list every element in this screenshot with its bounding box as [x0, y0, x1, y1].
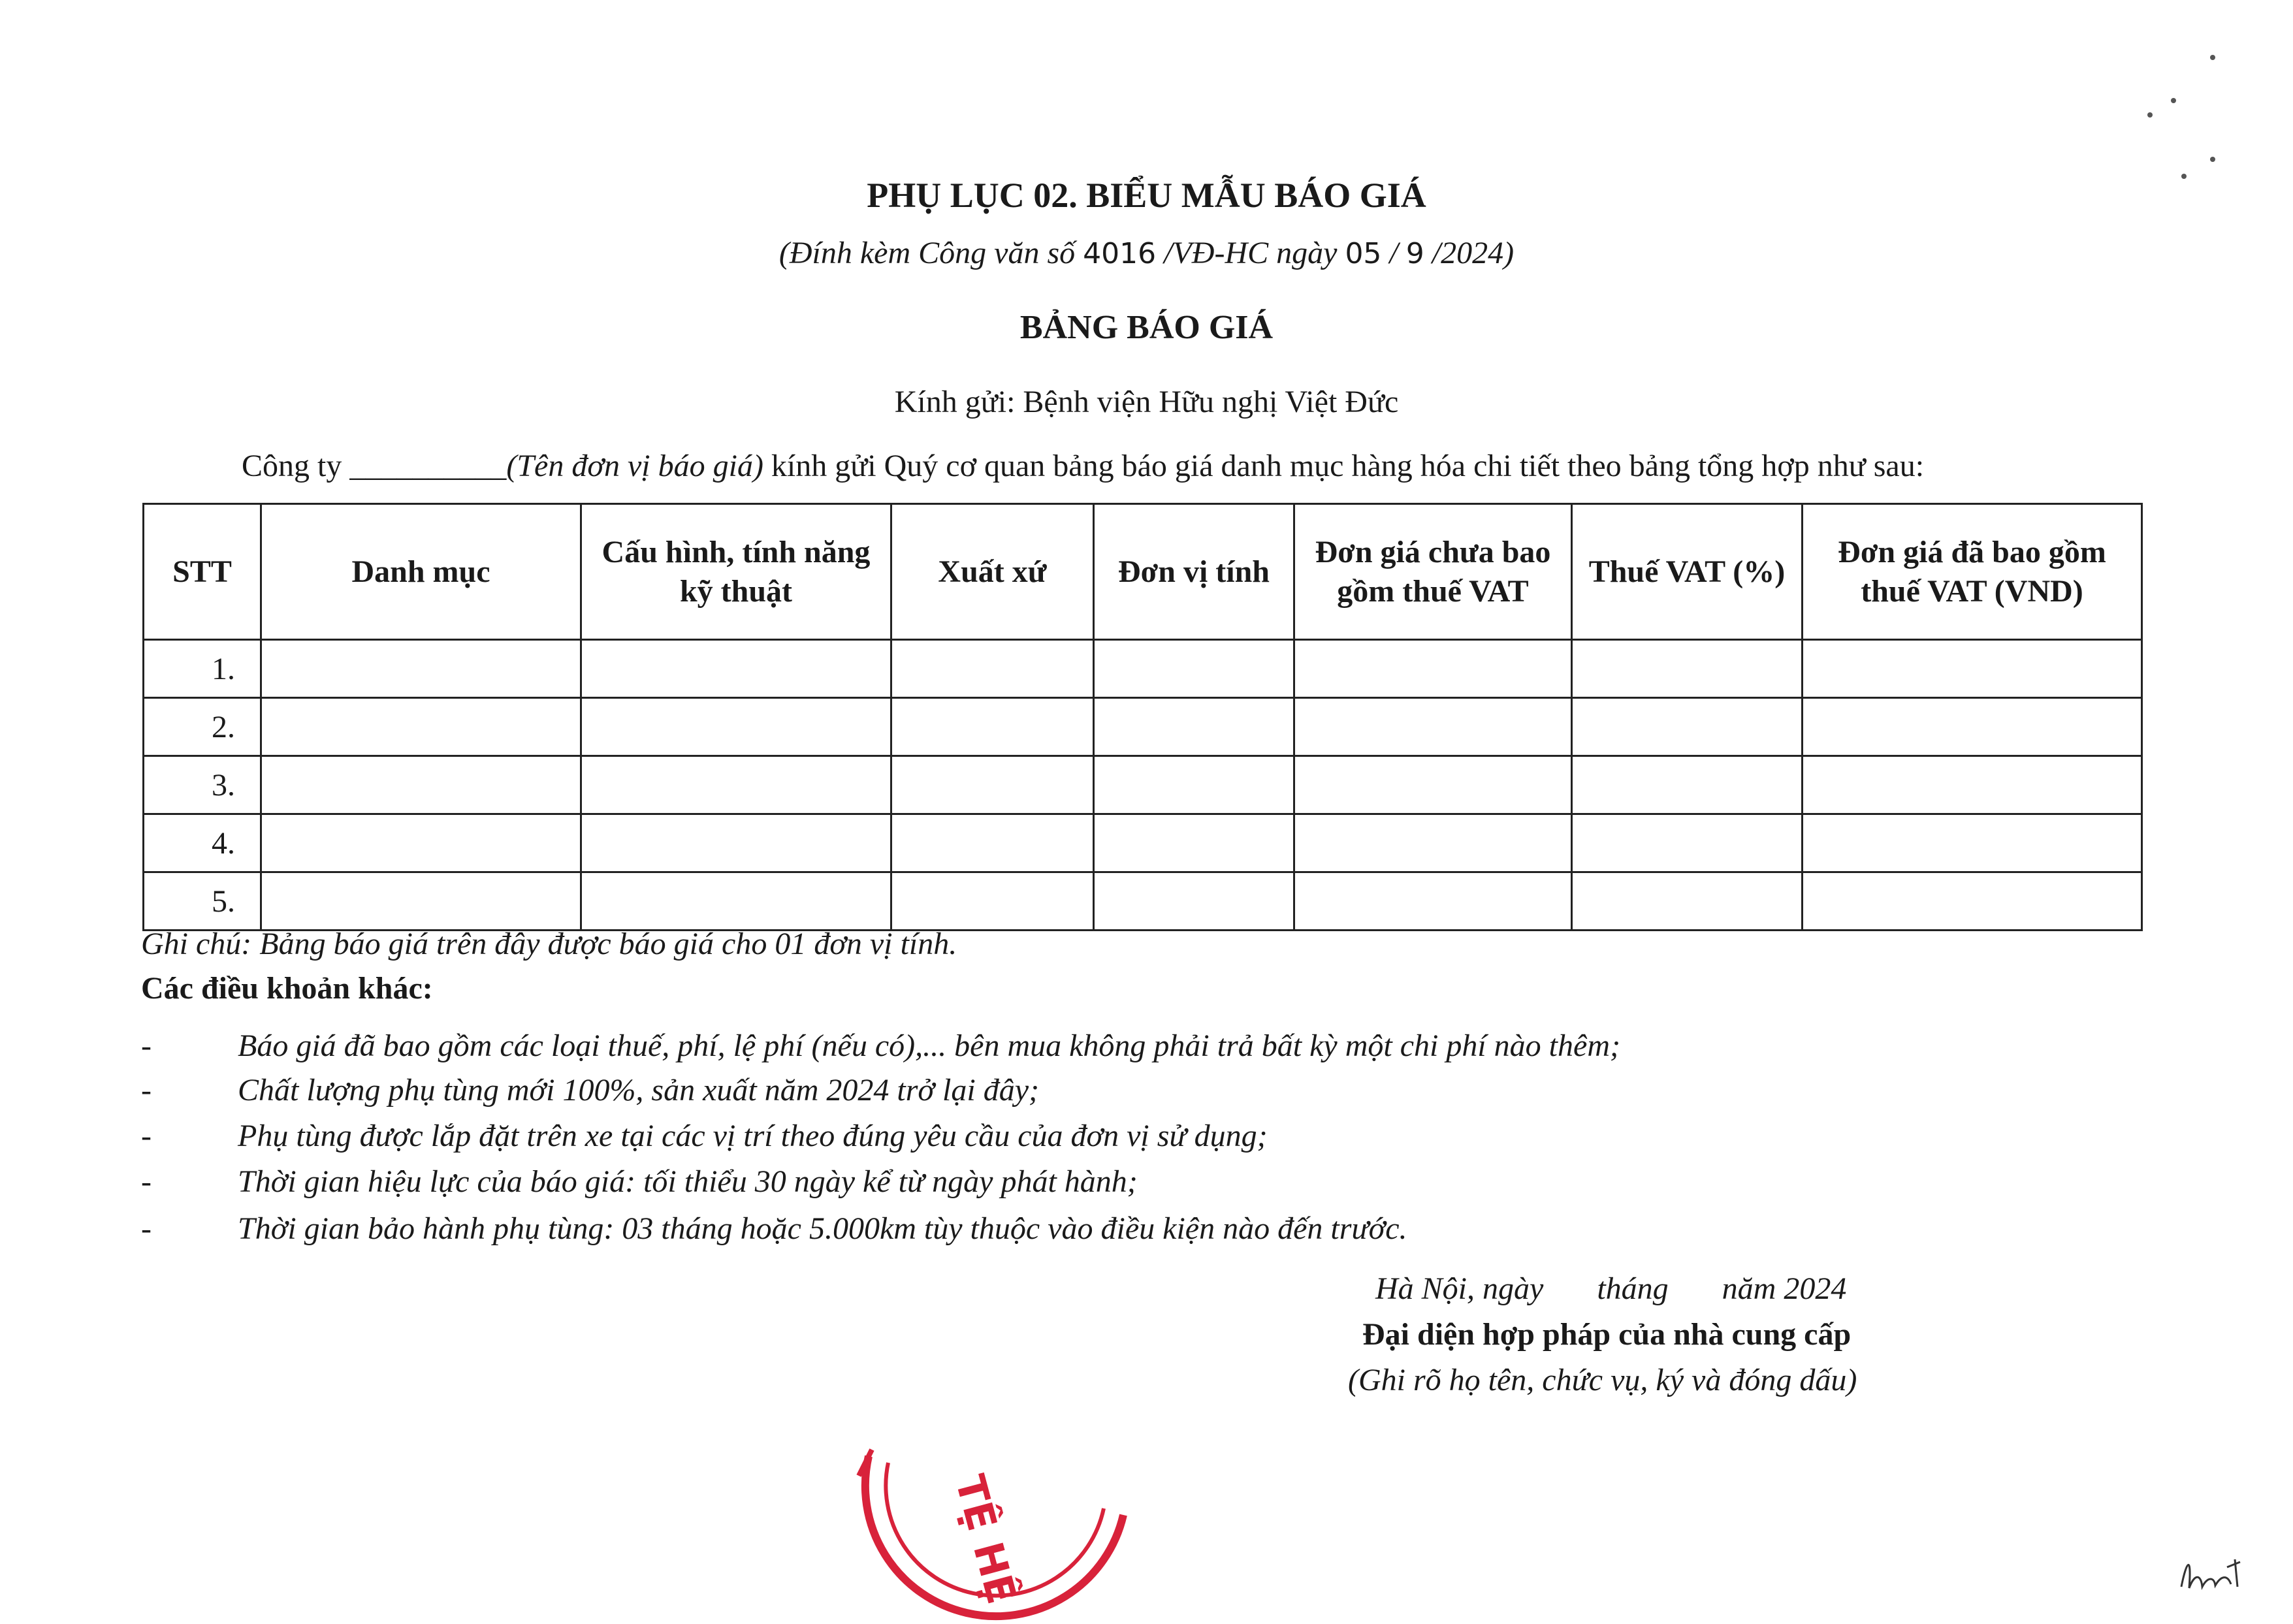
intro-company-prefix: Công ty __________ — [242, 449, 507, 483]
reference-line — [0, 235, 2293, 271]
header-unit: Đơn vị tính — [1094, 504, 1294, 640]
cell-specification — [581, 698, 891, 756]
quotation-table — [142, 503, 2143, 931]
signature-date-line — [1375, 1271, 1846, 1307]
reference-suffix: /2024) — [1432, 236, 1515, 270]
header-vat-rate: Thuế VAT (%) — [1572, 504, 1803, 640]
reference-mid: /VĐ-HC ngày — [1164, 236, 1338, 270]
cell-origin — [891, 814, 1094, 872]
cell-price-incl-vat — [1803, 756, 2142, 814]
row-stt: 1. — [144, 640, 261, 698]
header-origin: Xuất xứ — [891, 504, 1094, 640]
intro-rest: kính gửi Quý cơ quan bảng báo giá danh mục hàng hóa chi tiết theo bảng tổng hợp như sau: — [771, 449, 1925, 483]
table-row — [144, 640, 2142, 698]
cell-category — [261, 814, 581, 872]
scan-speck — [2210, 55, 2215, 60]
terms-heading: Các điều khoản khác: — [141, 971, 433, 1006]
cell-price-incl-vat — [1803, 814, 2142, 872]
cell-vat-rate — [1572, 756, 1803, 814]
cell-price-excl-vat — [1294, 814, 1572, 872]
table-row — [144, 756, 2142, 814]
cell-unit — [1094, 814, 1294, 872]
table-row — [144, 814, 2142, 872]
intro-placeholder: (Tên đơn vị báo giá) — [506, 449, 763, 483]
cell-category — [261, 698, 581, 756]
cell-origin — [891, 698, 1094, 756]
bullet-dash: - — [141, 1164, 152, 1199]
bullet-dash: - — [141, 1028, 152, 1063]
row-stt: 3. — [144, 756, 261, 814]
header-price-incl-vat: Đơn giá đã bao gồm thuế VAT (VND) — [1803, 504, 2142, 640]
intro-paragraph — [242, 448, 1924, 484]
scan-speck — [2147, 112, 2153, 118]
header-specification: Cấu hình, tính năng kỹ thuật — [581, 504, 891, 640]
row-stt: 2. — [144, 698, 261, 756]
table-row — [144, 872, 2142, 931]
handwritten-initials — [2175, 1548, 2253, 1603]
header-price-excl-vat: Đơn giá chưa bao gồm thuế VAT — [1294, 504, 1572, 640]
form-title: BẢNG BÁO GIÁ — [1019, 309, 1274, 346]
red-stamp — [849, 1437, 1149, 1624]
cell-price-excl-vat — [1294, 698, 1572, 756]
cell-unit — [1094, 640, 1294, 698]
cell-category — [261, 640, 581, 698]
signature-instruction: (Ghi rõ họ tên, chức vụ, ký và đóng dấu) — [1348, 1363, 1857, 1397]
term-text: Chất lượng phụ tùng mới 100%, sản xuất năm 2024 trở lại đây; — [238, 1073, 1039, 1107]
reference-number: 4016 — [1083, 237, 1157, 270]
signature-month: tháng — [1597, 1271, 1669, 1306]
cell-origin — [891, 640, 1094, 698]
cell-price-excl-vat — [1294, 640, 1572, 698]
reference-prefix: (Đính kèm Công văn số — [778, 236, 1076, 270]
bullet-dash: - — [141, 1119, 152, 1153]
row-stt: 4. — [144, 814, 261, 872]
cell-origin — [891, 872, 1094, 931]
cell-price-incl-vat — [1803, 640, 2142, 698]
header-category: Danh mục — [261, 504, 581, 640]
cell-unit — [1094, 756, 1294, 814]
cell-price-incl-vat — [1803, 698, 2142, 756]
reference-day: 05 — [1345, 237, 1382, 270]
bullet-dash: - — [141, 1073, 152, 1107]
table-row — [144, 698, 2142, 756]
cell-vat-rate — [1572, 698, 1803, 756]
cell-category — [261, 756, 581, 814]
signature-role: Đại diện hợp pháp của nhà cung cấp — [1362, 1317, 1852, 1352]
signature-place: Hà Nội, ngày — [1375, 1271, 1544, 1306]
table-note: Ghi chú: Bảng báo giá trên đây được báo giá cho 01 đơn vị tính. — [141, 927, 957, 961]
cell-specification — [581, 814, 891, 872]
cell-price-incl-vat — [1803, 872, 2142, 931]
cell-unit — [1094, 698, 1294, 756]
cell-vat-rate — [1572, 640, 1803, 698]
scan-speck — [2210, 157, 2215, 162]
appendix-title: PHỤ LỤC 02. BIỂU MẪU BÁO GIÁ — [867, 176, 1426, 215]
term-text: Phụ tùng được lắp đặt trên xe tại các vị trí theo đúng yêu cầu của đơn vị sử dụng; — [238, 1119, 1268, 1153]
scan-speck — [2181, 174, 2187, 179]
reference-month: 9 — [1405, 237, 1424, 270]
cell-origin — [891, 756, 1094, 814]
scan-speck — [2171, 98, 2176, 103]
reference-separator: / — [1389, 236, 1398, 270]
cell-vat-rate — [1572, 814, 1803, 872]
header-stt: STT — [144, 504, 261, 640]
term-text: Thời gian bảo hành phụ tùng: 03 tháng hoặc 5.000km tùy thuộc vào điều kiện nào đến trước. — [238, 1211, 1407, 1246]
svg-text:TỆ HỆ: TỆ HỆ — [946, 1470, 1026, 1609]
cell-specification — [581, 640, 891, 698]
cell-price-excl-vat — [1294, 756, 1572, 814]
cell-price-excl-vat — [1294, 872, 1572, 931]
cell-category — [261, 872, 581, 931]
row-stt: 5. — [144, 872, 261, 931]
term-text: Thời gian hiệu lực của báo giá: tối thiểu 30 ngày kể từ ngày phát hành; — [238, 1164, 1138, 1199]
cell-specification — [581, 872, 891, 931]
table-header-row — [144, 504, 2142, 640]
signature-year: năm 2024 — [1722, 1271, 1847, 1306]
recipient-line: Kính gửi: Bệnh viện Hữu nghị Việt Đức — [894, 385, 1399, 419]
cell-specification — [581, 756, 891, 814]
cell-vat-rate — [1572, 872, 1803, 931]
cell-unit — [1094, 872, 1294, 931]
bullet-dash: - — [141, 1211, 152, 1246]
term-text: Báo giá đã bao gồm các loại thuế, phí, lệ phí (nếu có),... bên mua không phải trả bất kỳ một chi phí nào thêm; — [238, 1028, 1620, 1063]
